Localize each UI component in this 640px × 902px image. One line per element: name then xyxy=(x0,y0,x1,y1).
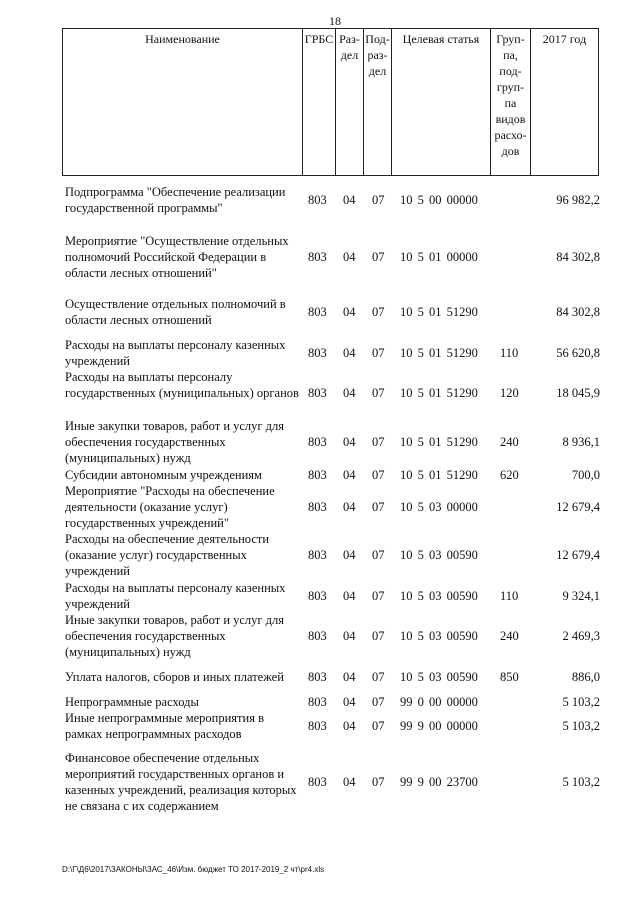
row-cel: 99 0 00 00000 xyxy=(400,695,478,709)
row-grbs: 803 xyxy=(308,775,327,789)
header-group: Груп- па, под- груп- па видов расхо- дов xyxy=(490,28,531,176)
row-sum: 18 045,9 xyxy=(556,386,600,400)
row-cel: 99 9 00 23700 xyxy=(400,775,478,789)
row-sum: 12 679,4 xyxy=(556,500,600,514)
row-cel: 10 5 03 00000 xyxy=(400,500,478,514)
row-name: Расходы на выплаты персоналу казенных учреждений xyxy=(65,338,286,368)
header-razdel: Раз- дел xyxy=(335,28,364,176)
row-name: Мероприятие "Осуществление отдельных полномочий Российской Федерации в области лесных отношений" xyxy=(65,234,289,280)
row-name: Иные закупки товаров, работ и услуг для обеспечения государственных (муниципальных) нужд xyxy=(65,613,285,659)
row-razdel: 04 xyxy=(343,305,356,319)
row-podrazdel: 07 xyxy=(372,346,385,360)
header-grbs: ГРБС xyxy=(302,28,336,176)
row-grbs: 803 xyxy=(308,346,327,360)
row-razdel: 04 xyxy=(343,435,356,449)
row-sum: 5 103,2 xyxy=(562,695,600,709)
row-sum: 2 469,3 xyxy=(562,629,600,643)
row-cel: 10 5 01 51290 xyxy=(400,305,478,319)
row-grbs: 803 xyxy=(308,719,327,733)
row-group: 120 xyxy=(500,386,519,400)
row-group: 240 xyxy=(500,435,519,449)
row-sum: 5 103,2 xyxy=(562,775,600,789)
row-group: 850 xyxy=(500,670,519,684)
row-razdel: 04 xyxy=(343,250,356,264)
row-cel: 10 5 01 51290 xyxy=(400,386,478,400)
header-podrazdel: Под- раз- дел xyxy=(363,28,392,176)
row-cel: 99 9 00 00000 xyxy=(400,719,478,733)
row-podrazdel: 07 xyxy=(372,629,385,643)
row-razdel: 04 xyxy=(343,695,356,709)
row-cel: 10 5 03 00590 xyxy=(400,670,478,684)
page-number: 18 xyxy=(329,14,341,28)
row-group: 110 xyxy=(500,346,519,360)
row-razdel: 04 xyxy=(343,629,356,643)
row-name: Расходы на обеспечение деятельности (оказание услуг) государственных учреждений xyxy=(65,532,270,578)
row-razdel: 04 xyxy=(343,775,356,789)
row-grbs: 803 xyxy=(308,305,327,319)
row-name: Непрограммные расходы xyxy=(65,695,199,709)
row-grbs: 803 xyxy=(308,589,327,603)
row-podrazdel: 07 xyxy=(372,193,385,207)
row-podrazdel: 07 xyxy=(372,775,385,789)
row-grbs: 803 xyxy=(308,500,327,514)
row-group: 240 xyxy=(500,629,519,643)
row-sum: 56 620,8 xyxy=(556,346,600,360)
row-razdel: 04 xyxy=(343,386,356,400)
row-razdel: 04 xyxy=(343,670,356,684)
row-sum: 12 679,4 xyxy=(556,548,600,562)
row-grbs: 803 xyxy=(308,695,327,709)
row-grbs: 803 xyxy=(308,670,327,684)
row-group: 110 xyxy=(500,589,519,603)
row-razdel: 04 xyxy=(343,589,356,603)
row-cel: 10 5 03 00590 xyxy=(400,589,478,603)
row-cel: 10 5 01 51290 xyxy=(400,435,478,449)
row-podrazdel: 07 xyxy=(372,250,385,264)
row-name: Расходы на выплаты персоналу казенных учреждений xyxy=(65,581,286,611)
row-grbs: 803 xyxy=(308,548,327,562)
row-podrazdel: 07 xyxy=(372,435,385,449)
header-name: Наименование xyxy=(62,28,303,176)
row-sum: 886,0 xyxy=(571,670,600,684)
row-sum: 700,0 xyxy=(571,468,600,482)
row-cel: 10 5 01 00000 xyxy=(400,250,478,264)
row-grbs: 803 xyxy=(308,435,327,449)
row-sum: 8 936,1 xyxy=(562,435,600,449)
row-grbs: 803 xyxy=(308,468,327,482)
row-grbs: 803 xyxy=(308,250,327,264)
row-grbs: 803 xyxy=(308,386,327,400)
row-name: Мероприятие "Расходы на обеспечение деятельности (оказание услуг) государственных учреждений" xyxy=(65,484,275,530)
row-podrazdel: 07 xyxy=(372,695,385,709)
row-name: Субсидии автономным учреждениям xyxy=(65,468,262,482)
row-podrazdel: 07 xyxy=(372,386,385,400)
row-podrazdel: 07 xyxy=(372,500,385,514)
row-name: Осуществление отдельных полномочий в области лесных отношений xyxy=(65,297,286,327)
row-cel: 10 5 01 51290 xyxy=(400,468,478,482)
row-group: 620 xyxy=(500,468,519,482)
row-podrazdel: 07 xyxy=(372,468,385,482)
row-name: Иные непрограммные мероприятия в рамках непрограммных расходов xyxy=(65,711,264,741)
row-podrazdel: 07 xyxy=(372,719,385,733)
file-path-footer: D:\Г\Д6\2017\ЗАКОНЫ\ЗАС_46\Изм. бюджет ТО 2017-2019_2 чт\pr4.xls xyxy=(62,865,325,874)
row-grbs: 803 xyxy=(308,193,327,207)
row-razdel: 04 xyxy=(343,500,356,514)
header-year: 2017 год xyxy=(530,28,599,176)
row-razdel: 04 xyxy=(343,548,356,562)
row-podrazdel: 07 xyxy=(372,589,385,603)
row-cel: 10 5 03 00590 xyxy=(400,629,478,643)
row-podrazdel: 07 xyxy=(372,670,385,684)
row-sum: 9 324,1 xyxy=(562,589,600,603)
row-razdel: 04 xyxy=(343,193,356,207)
row-razdel: 04 xyxy=(343,468,356,482)
row-podrazdel: 07 xyxy=(372,548,385,562)
row-name: Иные закупки товаров, работ и услуг для обеспечения государственных (муниципальных) нужд xyxy=(65,419,285,465)
row-sum: 84 302,8 xyxy=(556,250,600,264)
row-podrazdel: 07 xyxy=(372,305,385,319)
row-razdel: 04 xyxy=(343,719,356,733)
row-sum: 84 302,8 xyxy=(556,305,600,319)
row-sum: 5 103,2 xyxy=(562,719,600,733)
row-name: Уплата налогов, сборов и иных платежей xyxy=(65,670,284,684)
row-sum: 96 982,2 xyxy=(556,193,600,207)
row-grbs: 803 xyxy=(308,629,327,643)
row-cel: 10 5 01 51290 xyxy=(400,346,478,360)
row-name: Расходы на выплаты персоналу государственных (муниципальных) органов xyxy=(65,370,299,400)
row-name: Подпрограмма "Обеспечение реализации государственной программы" xyxy=(65,185,286,215)
row-cel: 10 5 03 00590 xyxy=(400,548,478,562)
row-razdel: 04 xyxy=(343,346,356,360)
row-name: Финансовое обеспечение отдельных мероприятий государственных органов и казенных учреждений, реализация которых не связана с их содержанием xyxy=(65,751,297,813)
header-cel: Целевая статья xyxy=(391,28,491,176)
row-cel: 10 5 00 00000 xyxy=(400,193,478,207)
